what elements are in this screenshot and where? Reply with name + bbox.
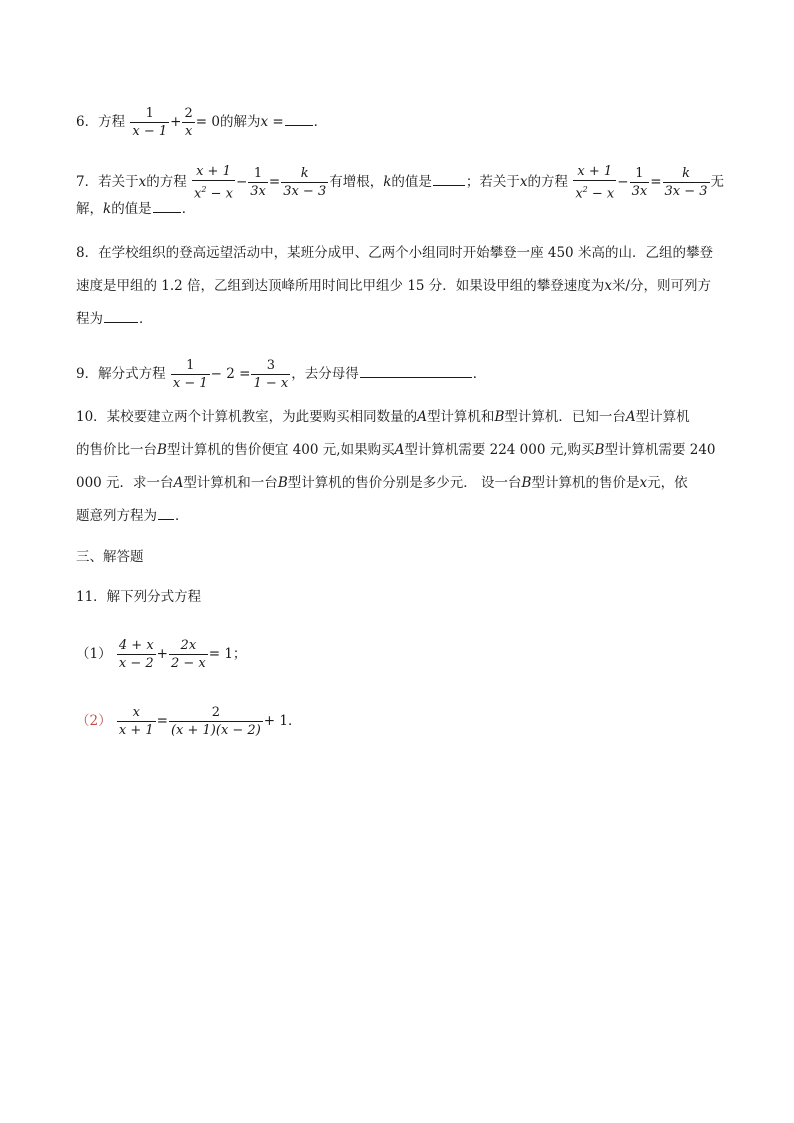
numerator: k xyxy=(281,165,328,183)
question-text: 的值是 xyxy=(111,201,152,217)
exponent: 2 xyxy=(582,185,588,194)
part-label: （1） xyxy=(76,646,112,662)
denominator-base: x xyxy=(194,186,202,202)
question-text: 型计算机．已知一台 xyxy=(504,409,626,425)
question-text: 型计算机需要 224 000 元,购买 xyxy=(404,442,595,458)
section-heading xyxy=(76,547,144,567)
punctuation: ． xyxy=(181,201,196,217)
numerator: 1 xyxy=(130,105,169,123)
question-text: 型计算机的售价是 xyxy=(531,475,640,491)
question-text: 题意列方程为 xyxy=(76,508,157,524)
numerator: 2 xyxy=(184,106,193,121)
question-text: 型计算机的售价便宜 400 元,如果购买 xyxy=(166,442,395,458)
denominator: 3x − 3 xyxy=(283,184,327,200)
denominator: (x + 1)(x − 2) xyxy=(170,723,261,738)
operator: − xyxy=(235,174,248,191)
fraction xyxy=(169,704,263,739)
punctuation: ． xyxy=(472,366,487,382)
question-10-line-1 xyxy=(76,407,690,427)
numerator: 2x xyxy=(169,637,208,655)
variable: x xyxy=(604,278,612,294)
denominator: x − 2 xyxy=(118,656,154,671)
question-10-line-4 xyxy=(76,506,189,526)
question-text: 解分式方程 xyxy=(98,366,166,382)
question-text: 型计算机和一台 xyxy=(183,475,278,491)
question-text: 的解为 xyxy=(219,114,261,130)
denominator-tail: − x xyxy=(206,186,233,202)
numerator: x + 1 xyxy=(192,163,235,181)
question-10-line-2 xyxy=(76,440,716,460)
fraction xyxy=(630,165,650,200)
section-title: 三、解答题 xyxy=(76,549,144,565)
question-text: 有增根， xyxy=(329,174,384,191)
denominator: 2 − x xyxy=(170,656,206,671)
fraction xyxy=(171,357,210,392)
punctuation: ． xyxy=(139,311,153,327)
fraction xyxy=(281,165,328,200)
question-text: 的售价比一台 xyxy=(76,442,157,458)
fraction xyxy=(130,105,169,140)
question-text: 解， xyxy=(76,201,103,217)
variable: x xyxy=(519,174,528,191)
question-text: ；若关于 xyxy=(465,174,520,191)
question-8-line-2 xyxy=(76,276,711,296)
variable: k xyxy=(383,174,392,191)
variable: x = xyxy=(260,114,284,130)
question-number: 6． xyxy=(76,114,99,130)
fraction xyxy=(663,165,710,200)
operator: = xyxy=(156,713,168,729)
denominator: 3x xyxy=(250,184,266,200)
question-text: 程为 xyxy=(76,311,103,327)
question-text: 型计算机 xyxy=(635,409,690,425)
variable: B xyxy=(157,442,167,458)
denominator xyxy=(192,181,235,202)
question-8-line-3 xyxy=(76,309,153,329)
question-8-line-1 xyxy=(76,243,713,263)
variable: A xyxy=(625,409,636,425)
variable: k xyxy=(103,201,112,217)
question-text: 型计算机需要 240 xyxy=(604,442,716,458)
punctuation: ． xyxy=(175,508,189,524)
question-text: 10．某校要建立两个计算机教室，为此要购买相同数量的 xyxy=(76,409,418,425)
numerator: 1 xyxy=(630,165,650,183)
numerator: 2 xyxy=(169,704,263,722)
question-text: 000 元．求一台 xyxy=(76,475,174,491)
question-number: 9． xyxy=(76,366,99,382)
variable: B xyxy=(277,475,288,491)
answer-blank[interactable] xyxy=(433,173,465,186)
question-6 xyxy=(76,105,327,140)
question-11-part-1 xyxy=(76,637,246,672)
numerator: x + 1 xyxy=(573,163,616,181)
variable: x xyxy=(639,475,648,491)
equation-text: = 0 xyxy=(195,114,220,130)
operator: − xyxy=(617,174,629,191)
variable: A xyxy=(394,442,405,458)
punctuation: ． xyxy=(313,114,328,130)
numerator: 1 xyxy=(248,165,268,183)
question-11 xyxy=(76,587,201,607)
fraction xyxy=(182,105,194,140)
part-label: （2） xyxy=(76,713,112,729)
operator: + xyxy=(156,646,168,662)
question-7-line-2 xyxy=(76,199,195,219)
fraction xyxy=(573,163,616,202)
question-text: 元，依 xyxy=(647,475,688,491)
numerator: 1 xyxy=(171,357,210,375)
question-9 xyxy=(76,357,486,392)
variable: A xyxy=(417,409,427,425)
fraction xyxy=(117,637,156,672)
denominator-tail: − x xyxy=(587,186,615,202)
operator: + xyxy=(170,114,182,130)
question-number: 7． xyxy=(76,174,99,191)
denominator: x − 1 xyxy=(172,376,208,391)
denominator: 1 − x xyxy=(253,376,289,391)
denominator: 3x xyxy=(631,184,648,200)
question-text: 若关于 xyxy=(98,174,139,191)
variable: x xyxy=(138,174,147,191)
fraction xyxy=(192,163,235,202)
denominator: x − 1 xyxy=(132,124,168,139)
fraction xyxy=(251,357,290,392)
question-text: 米/分，则可列方 xyxy=(611,278,711,294)
question-text: 型计算机和 xyxy=(426,409,495,425)
answer-blank[interactable] xyxy=(360,365,472,378)
variable: B xyxy=(494,409,505,425)
exponent: 2 xyxy=(201,185,207,194)
question-text: 方程 xyxy=(98,114,126,130)
denominator: x xyxy=(184,124,193,139)
equation-text: + 1． xyxy=(263,713,302,729)
operator: = xyxy=(268,174,281,191)
numerator: 4 + x xyxy=(118,638,154,653)
numerator: x xyxy=(117,704,156,722)
equation-text: − 2 = xyxy=(210,366,251,382)
question-text: 的值是 xyxy=(391,174,432,191)
answer-blank[interactable] xyxy=(104,310,138,323)
variable: B xyxy=(521,475,532,491)
question-text: 11．解下列分式方程 xyxy=(76,589,202,605)
fraction xyxy=(248,165,268,200)
variable: A xyxy=(173,475,184,491)
operator: = xyxy=(650,174,662,191)
numerator: 3 xyxy=(251,357,290,375)
numerator: k xyxy=(663,165,710,183)
fraction xyxy=(169,637,208,672)
equation-text: = 1； xyxy=(208,646,247,662)
answer-blank[interactable] xyxy=(285,113,313,126)
question-11-part-2 xyxy=(76,704,301,739)
question-text: 无 xyxy=(710,174,725,191)
question-text: 的方程 xyxy=(146,174,187,191)
question-text: 的方程 xyxy=(527,174,569,191)
denominator: x + 1 xyxy=(118,723,154,738)
denominator: 3x − 3 xyxy=(664,184,708,200)
answer-blank[interactable] xyxy=(153,200,181,213)
question-10-line-3 xyxy=(76,473,688,493)
variable: B xyxy=(594,442,605,458)
denominator xyxy=(573,181,616,202)
fraction xyxy=(117,704,156,739)
question-7 xyxy=(76,163,724,202)
denominator-base: x xyxy=(575,186,583,202)
question-text: 速度是甲组的 1.2 倍，乙组到达顶峰所用时间比甲组少 15 分．如果设甲组的攀登速度为 xyxy=(76,278,605,294)
question-text: 8．在学校组织的登高远望活动中，某班分成甲、乙两个小组同时开始攀登一座 450 米高的山．乙组的攀登 xyxy=(76,245,713,261)
question-text: 型计算机的售价分别是多少元． 设一台 xyxy=(287,475,522,491)
answer-blank[interactable] xyxy=(158,507,174,520)
question-text: ，去分母得 xyxy=(291,366,359,382)
